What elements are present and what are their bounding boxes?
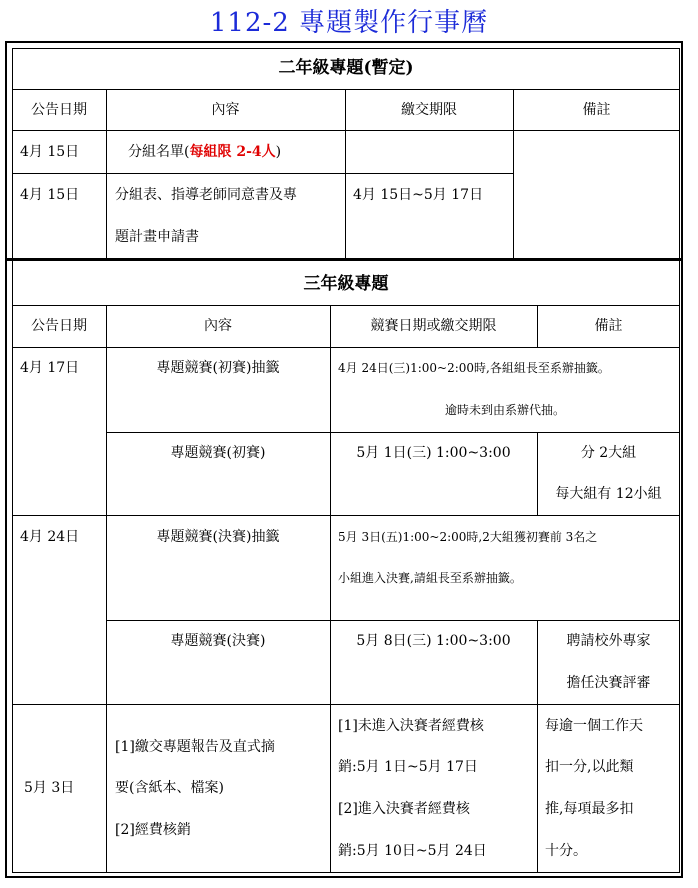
rule <box>5 258 683 261</box>
row-note: 每逾一個工作天 <box>545 718 643 734</box>
row-note: 聘請校外專家 <box>566 633 651 649</box>
page-title: 112-2 專題製作行事曆 <box>209 8 489 38</box>
row-note: 推,每項最多扣 <box>545 801 634 817</box>
row-schedule: 小組進入決賽,請組長至系辦抽籤。 <box>338 571 522 585</box>
row-content: 要(含紙本、檔案) <box>115 780 224 796</box>
row-content: 分組表、指導老師同意書及專 <box>115 187 297 203</box>
row-date: 4月 24日 <box>20 529 80 545</box>
row-schedule: [1]未進入決賽者經費核 <box>338 718 484 734</box>
rule <box>12 704 680 705</box>
row-content: 專題競賽(初賽) <box>170 445 266 461</box>
row-schedule: 5月 1日(三) 1:00~3:00 <box>356 445 511 461</box>
rule <box>106 432 680 433</box>
row-schedule: 銷:5月 1日~5月 17日 <box>338 759 478 775</box>
header-deadline: 繳交期限 <box>401 102 457 118</box>
row-schedule: 4月 24日(三)1:00~2:00時,各組組長至系辦抽籤。 <box>338 361 610 375</box>
row-content: [2]經費核銷 <box>115 822 191 838</box>
row-date: 5月 3日 <box>24 780 75 796</box>
rule <box>12 347 680 348</box>
row-note: 十分。 <box>545 843 587 859</box>
row-date: 4月 15日 <box>20 144 80 160</box>
rule <box>12 872 680 873</box>
row-content: 題計畫申請書 <box>115 229 199 245</box>
header-note: 備註 <box>594 318 623 334</box>
content-text: 分組名單( <box>128 144 190 160</box>
rule <box>106 620 680 621</box>
rule <box>106 306 107 872</box>
rule <box>12 173 514 174</box>
row-content: 專題競賽(決賽)抽籤 <box>156 529 280 545</box>
row-schedule: 銷:5月 10日~5月 24日 <box>338 843 487 859</box>
rule <box>330 306 331 872</box>
rule <box>12 515 680 516</box>
row-schedule: 逾時未到由系辦代抽。 <box>444 403 565 417</box>
rule <box>12 89 680 90</box>
row-date: 4月 15日 <box>20 187 80 203</box>
rule <box>12 130 680 131</box>
row-date: 4月 17日 <box>20 360 80 376</box>
rule <box>12 305 680 306</box>
row-schedule: 5月 3日(五)1:00~2:00時,2大組獲初賽前 3名之 <box>338 530 598 544</box>
row-note: 擔任決賽評審 <box>566 675 651 691</box>
row-schedule: 5月 8日(三) 1:00~3:00 <box>356 633 511 649</box>
content-text: ) <box>275 144 282 160</box>
rule <box>12 48 680 49</box>
row-content: [1]繳交專題報告及直式摘 <box>115 739 275 755</box>
rule <box>12 48 13 873</box>
row-deadline: 4月 15日~5月 17日 <box>353 187 484 203</box>
header-content: 內容 <box>204 318 232 334</box>
header-note: 備註 <box>582 102 611 118</box>
row-schedule: [2]進入決賽者經費核 <box>338 801 470 817</box>
header-content: 內容 <box>211 102 240 118</box>
section-title: 二年級專題(暫定) <box>278 58 414 78</box>
row-content <box>128 141 281 163</box>
header-schedule: 競賽日期或繳交期限 <box>370 318 497 334</box>
highlight-text: 每組限 2-4人 <box>189 144 276 160</box>
row-note: 扣一分,以此類 <box>545 759 634 775</box>
section-title: 三年級專題 <box>303 274 389 294</box>
row-note: 每大組有 12小組 <box>555 486 662 502</box>
header-date: 公告日期 <box>31 102 87 118</box>
row-content: 專題競賽(決賽) <box>170 633 266 649</box>
row-note: 分 2大組 <box>580 445 637 461</box>
rule <box>537 620 538 872</box>
header-date: 公告日期 <box>31 318 87 334</box>
row-content: 專題競賽(初賽)抽籤 <box>156 360 280 376</box>
